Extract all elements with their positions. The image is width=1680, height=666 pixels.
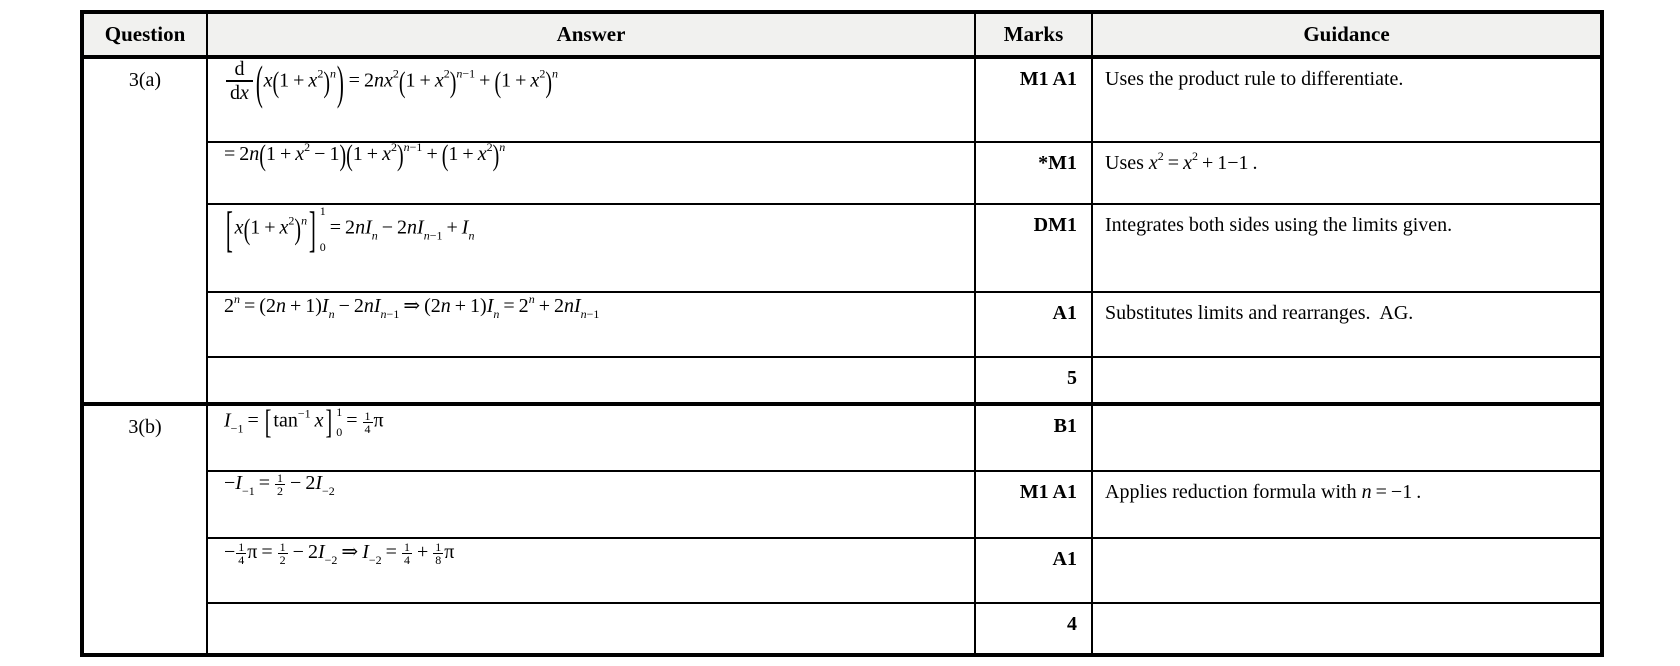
guidance-cell: Uses the product rule to differentiate. <box>1092 57 1602 142</box>
answer-cell: $\frac{d}{dx}$ $(x(1 + x^2)^n) = 2nx^2(1 + x^2)^{n-1} + (1 + x^2)^n$ <box>207 57 975 142</box>
guidance-cell <box>1092 404 1602 471</box>
answer-cell <box>207 603 975 655</box>
answer-cell: $2^n = (2n + 1)I_n - 2nI_{n-1}$ ⇒ $(2n + 1)I_n = 2^n + 2nI_{n-1}$ <box>207 292 975 357</box>
column-header-marks: Marks <box>975 12 1092 57</box>
answer-cell <box>207 357 975 404</box>
guidance-cell: Substitutes limits and rearranges. AG. <box>1092 292 1602 357</box>
table-row <box>82 538 1602 603</box>
table-row <box>82 57 1602 142</box>
marks-cell: A1 <box>975 292 1092 357</box>
marks-cell: M1 A1 <box>975 57 1092 142</box>
marks-total-cell: 4 <box>975 603 1092 655</box>
question-cell-3b: 3(b) <box>82 404 207 655</box>
question-cell-3a: 3(a) <box>82 57 207 404</box>
guidance-cell: Applies reduction formula with n = −1 . <box>1092 471 1602 538</box>
marks-total-cell: 5 <box>975 357 1092 404</box>
guidance-cell <box>1092 603 1602 655</box>
guidance-cell: Uses $x^2 = x^2 + 1-1$ . <box>1092 142 1602 204</box>
marks-cell: M1 A1 <box>975 471 1092 538</box>
mark-scheme-sheet <box>80 10 1604 657</box>
guidance-cell: Integrates both sides using the limits given. <box>1092 204 1602 292</box>
column-header-guidance: Guidance <box>1092 12 1602 57</box>
table-row-section-total <box>82 603 1602 655</box>
column-header-question: Question <box>82 12 207 57</box>
answer-cell: = $2n(1 + x^2 - 1)(1 + x^2)^{n-1} + (1 + x^2)^n$ <box>207 142 975 204</box>
header-row <box>82 12 1602 57</box>
table-row <box>82 404 1602 471</box>
marks-cell: A1 <box>975 538 1092 603</box>
answer-cell: − $\frac{1}{4}$ π = $\frac{1}{2}$ − $2I_{-2}$ ⇒ $I_{-2}$ = $\frac{1}{4}$ + $\frac{1}{8}$ π <box>207 538 975 603</box>
marks-cell: B1 <box>975 404 1092 471</box>
guidance-cell <box>1092 357 1602 404</box>
answer-cell: $I_{-1}$ = [ $\tan^{-1} x$ ] 1 0 = $\frac{1}{4}$ π <box>207 404 975 471</box>
marks-cell: *M1 <box>975 142 1092 204</box>
table-row <box>82 204 1602 292</box>
table-row-section-total <box>82 357 1602 404</box>
mark-scheme-table <box>80 10 1604 657</box>
answer-cell: $-I_{-1}$ = $\frac{1}{2}$ − $2I_{-2}$ <box>207 471 975 538</box>
table-row <box>82 292 1602 357</box>
table-row <box>82 471 1602 538</box>
marks-cell: DM1 <box>975 204 1092 292</box>
answer-cell: $[x(1 + x^2)^n]$ 1 0 = $2nI_n - 2nI_{n-1} + I_n$ <box>207 204 975 292</box>
column-header-answer: Answer <box>207 12 975 57</box>
guidance-cell <box>1092 538 1602 603</box>
table-row <box>82 142 1602 204</box>
